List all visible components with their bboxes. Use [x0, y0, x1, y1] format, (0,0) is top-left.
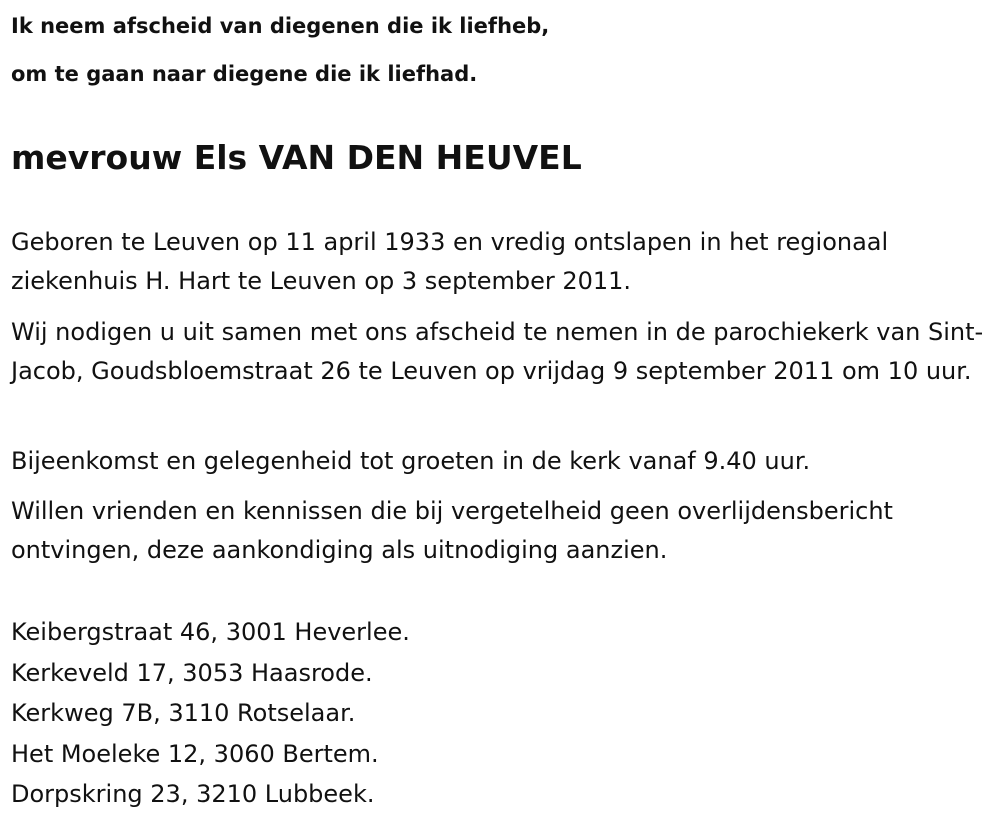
address-line: Kerkeveld 17, 3053 Haasrode. [11, 658, 373, 687]
quote-line-2: om te gaan naar diegene die ik liefhad. [11, 62, 478, 86]
address-line: Het Moeleke 12, 3060 Bertem. [11, 739, 379, 768]
funeral-invitation-paragraph: Wij nodigen u uit samen met ons afscheid te nemen in de parochiekerk van Sint-Jacob, Goudsbloemstraat 26 te Leuven op vrijdag 9 september 2011 om 10 uur. [11, 318, 984, 385]
address-line: Keibergstraat 46, 3001 Heverlee. [11, 618, 410, 646]
notice-paragraph: Willen vrienden en kennissen die bij vergetelheid geen overlijdensbericht ontvingen, deze aankondiging als uitnodiging aanzien. [11, 497, 893, 564]
birth-death-paragraph: Geboren te Leuven op 11 april 1933 en vredig ontslapen in het regionaal ziekenhuis H. Hart te Leuven op 3 september 2011. [11, 228, 889, 295]
address-list [11, 612, 410, 815]
deceased-name: mevrouw Els VAN DEN HEUVEL [11, 138, 582, 177]
address-line: Kerkweg 7B, 3110 Rotselaar. [11, 699, 356, 727]
address-line: Dorpskring 23, 3210 Lubbeek. [11, 780, 375, 808]
quote-line-1: Ik neem afscheid van diegenen die ik liefheb, [11, 14, 550, 38]
gathering-paragraph: Bijeenkomst en gelegenheid tot groeten in de kerk vanaf 9.40 uur. [11, 447, 811, 475]
